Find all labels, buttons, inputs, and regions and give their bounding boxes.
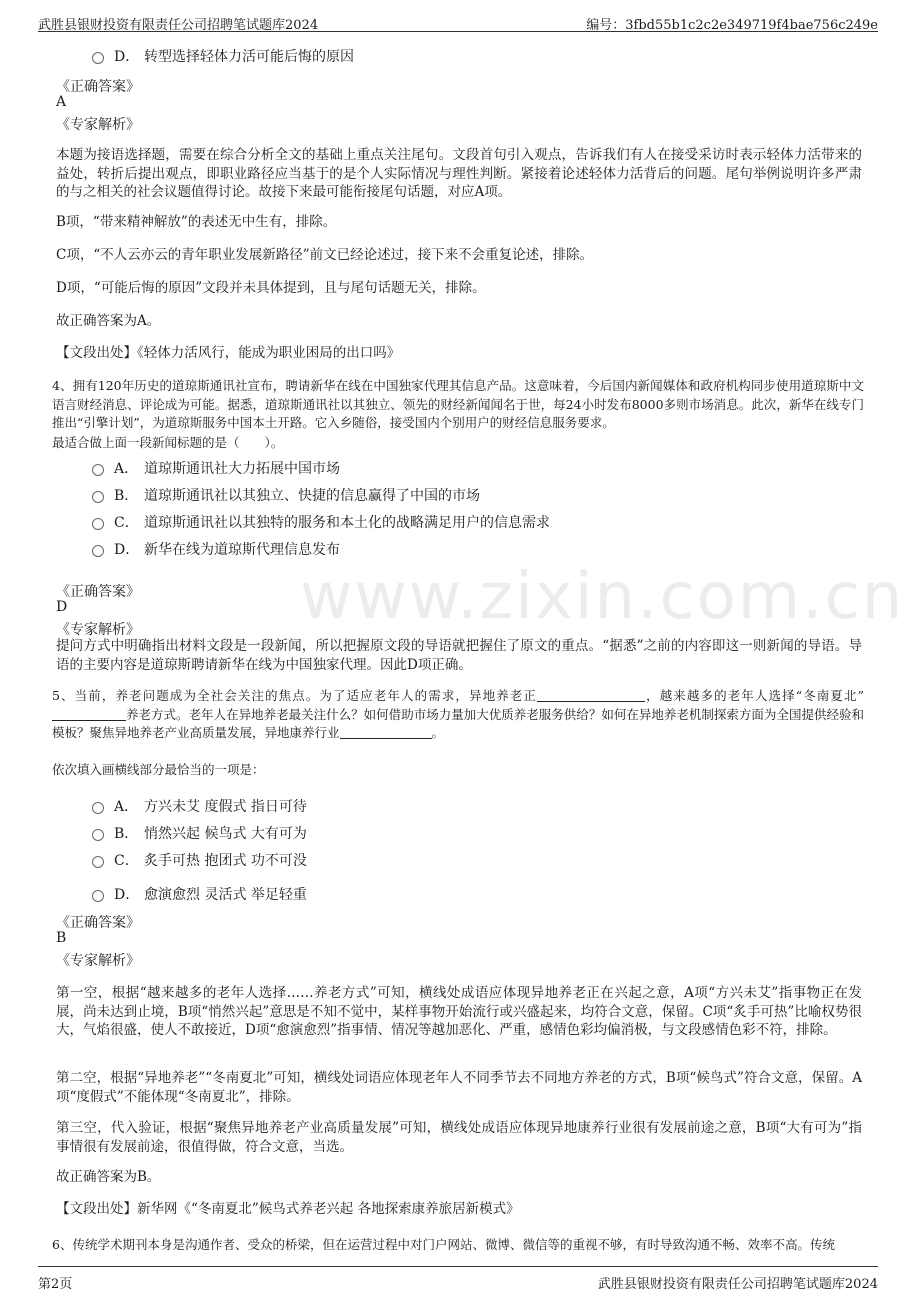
q3-analysis-paragraph: C项，“不人云亦云的青年职业发展新路径”前文已经论述过，接下来不会重复论述，排除。 — [56, 247, 594, 263]
q3-analysis-paragraph: 故正确答案为A。 — [56, 313, 161, 329]
option-text: 道琼斯通讯社以其独特的服务和本土化的战略满足用户的信息需求 — [144, 515, 550, 531]
q5-analysis-paragraph: 故正确答案为B。 — [56, 1169, 161, 1185]
radio-icon[interactable] — [92, 464, 104, 476]
option-letter: A． — [114, 799, 139, 815]
option-text: 道琼斯通讯社以其独立、快捷的信息赢得了中国的市场 — [144, 488, 480, 504]
q3-analysis-label: 《专家解析》 — [56, 117, 140, 133]
q5-answer: B — [56, 930, 67, 946]
q4-option-d[interactable] — [92, 539, 340, 559]
radio-icon[interactable] — [92, 491, 104, 503]
q4-answer-label: 《正确答案》 — [56, 584, 140, 600]
q3-answer: A — [56, 94, 67, 110]
header-title: 武胜县银财投资有限责任公司招聘笔试题库2024 — [38, 18, 319, 33]
option-letter: C． — [114, 853, 139, 869]
radio-icon[interactable] — [92, 518, 104, 530]
q6-stem: 6、传统学术期刊本身是沟通作者、受众的桥梁，但在运营过程中对门户网站、微博、微信等的重视不够，有时导致沟通不畅、效率不高。传统 — [52, 1237, 835, 1252]
option-text: 转型选择轻体力活可能后悔的原因 — [144, 49, 354, 65]
q3-analysis-paragraph: D项，“可能后悔的原因”文段并未具体提到，且与尾句话题无关，排除。 — [56, 280, 486, 296]
option-letter: D． — [114, 542, 140, 558]
q5-option-c[interactable] — [92, 850, 307, 870]
radio-icon[interactable] — [92, 890, 104, 902]
q3-answer-label: 《正确答案》 — [56, 79, 140, 95]
q5-option-a[interactable] — [92, 796, 307, 816]
q5-analysis-paragraph: 第一空，根据“越来越多的老年人选择……养老方式”可知，横线处成语应体现异地养老正在兴起之意，A项“方兴未艾”指事物正在发展，尚未达到止境，B项“悄然兴起”意思是不知不觉中，某样事物开始流行或兴盛起来，均符合文意，保留。C项“炙手可热”比喻权势很大，气焰很盛，使人不敢接近，D项“愈演愈烈”指事情、情况等越加恶化、严重，感情色彩均偏消极，与文段感情色彩不符，排除。 — [56, 985, 862, 1038]
option-text: 愈演愈烈 灵活式 举足轻重 — [144, 887, 307, 903]
option-letter: D． — [114, 887, 140, 903]
option-letter: B． — [114, 826, 139, 842]
q4-answer: D — [56, 599, 68, 615]
option-text: 方兴未艾 度假式 指日可待 — [144, 799, 307, 815]
q4-analysis-label: 《专家解析》 — [56, 622, 140, 638]
q5-stem-part: 5、当前，养老问题成为全社会关注的焦点。为了适应老年人的需求，异地养老正 — [52, 688, 538, 703]
q4-option-a[interactable] — [92, 458, 340, 478]
fill-blank — [52, 709, 126, 721]
radio-icon[interactable] — [92, 802, 104, 814]
q5-answer-label: 《正确答案》 — [56, 915, 140, 931]
option-letter: D． — [114, 49, 140, 65]
q4-analysis: 提问方式中明确指出材料文段是一段新闻，所以把握原文段的导语就把握住了原文的重点。“据悉”之前的内容即这一则新闻的导语。导语的主要内容是道琼斯聘请新华在线为中国独家代理。因此D项正确。 — [56, 638, 862, 673]
q4-option-c[interactable] — [92, 512, 550, 532]
watermark: www.zixin.com.cn — [300, 560, 905, 634]
q5-analysis-label: 《专家解析》 — [56, 953, 140, 969]
q5-option-d[interactable] — [92, 884, 307, 904]
q5-prompt: 依次填入画横线部分最恰当的一项是： — [52, 762, 265, 777]
option-letter: B． — [114, 488, 139, 504]
radio-icon[interactable] — [92, 52, 104, 64]
fill-blank — [340, 727, 432, 739]
q5-stem — [52, 687, 864, 743]
q5-stem-part: ，越来越多的老年人选择“冬南夏北” — [645, 688, 864, 703]
option-text: 悄然兴起 候鸟式 大有可为 — [144, 826, 307, 842]
header-code: 编号：3fbd55b1c2c2e349719f4bae756c249e — [586, 18, 878, 33]
page-footer — [38, 1266, 878, 1302]
q3-source: 【文段出处】《轻体力活风行，能成为职业困局的出口吗》 — [56, 345, 401, 361]
q4-option-b[interactable] — [92, 485, 480, 505]
q5-source: 【文段出处】新华网《“冬南夏北”候鸟式养老兴起 各地探索康养旅居新模式》 — [56, 1201, 520, 1217]
fill-blank — [537, 690, 645, 702]
option-text: 道琼斯通讯社大力拓展中国市场 — [144, 461, 340, 477]
option-text: 新华在线为道琼斯代理信息发布 — [144, 542, 340, 558]
q3-option-d[interactable] — [92, 46, 354, 66]
page-header — [38, 0, 878, 32]
q3-analysis-paragraph: B项，“带来精神解放”的表述无中生有，排除。 — [56, 214, 337, 230]
footer-title: 武胜县银财投资有限责任公司招聘笔试题库2024 — [597, 1277, 878, 1292]
radio-icon[interactable] — [92, 545, 104, 557]
q5-stem-part: 养老方式。老年人在异地养老最关注什么？如何借助市场力量加大优质养老服务供给？如何在异地养老机制探索方面为全国提供经验和模板？聚焦异地养老产业高质量发展，异地康养行业 — [52, 706, 864, 740]
page-number: 第2页 — [38, 1277, 73, 1292]
q4-stem: 4、拥有120年历史的道琼斯通讯社宣布，聘请新华在线在中国独家代理其信息产品。这意味着，今后国内新闻媒体和政府机构同步使用道琼斯中文语言财经消息、评论成为可能。据悉，道琼斯通讯社以其独立、领先的财经新闻闻名于世，每24小时发布8000多则市场消息。此次，新华在线专门推出“引擎计划”，为道琼斯服务中国本土开路。它入乡随俗，接受国内个别用户的财经信息服务要求。 — [52, 378, 864, 430]
q5-analysis-paragraph: 第二空，根据“异地养老”“冬南夏北”可知，横线处词语应体现老年人不同季节去不同地方养老的方式，B项“候鸟式”符合文意，保留。A项“度假式”不能体现“冬南夏北”，排除。 — [56, 1070, 862, 1105]
q5-option-b[interactable] — [92, 823, 307, 843]
q3-analysis-paragraph: 本题为接语选择题，需要在综合分析全文的基础上重点关注尾句。文段首句引入观点，告诉我们有人在接受采访时表示轻体力活带来的益处，转折后提出观点，即职业路径应当基于的是个人实际情况与理性判断。紧接着论述轻体力活背后的问题。尾句举例说明许多严肃的与之相关的社会议题值得讨论。故接下来最可能衔接尾句话题，对应A项。 — [56, 147, 862, 200]
option-letter: C． — [114, 515, 139, 531]
radio-icon[interactable] — [92, 856, 104, 868]
q5-analysis-paragraph: 第三空，代入验证，根据“聚焦异地养老产业高质量发展”可知，横线处成语应体现异地康养行业很有发展前途之意，B项“大有可为”指事情很有发展前途，很值得做，符合文意，当选。 — [56, 1120, 862, 1155]
q4-prompt: 最适合做上面一段新闻标题的是（ ）。 — [52, 435, 284, 450]
q5-stem-part: 。 — [431, 725, 445, 740]
option-letter: A． — [114, 461, 139, 477]
radio-icon[interactable] — [92, 829, 104, 841]
option-text: 炙手可热 抱团式 功不可没 — [144, 853, 307, 869]
